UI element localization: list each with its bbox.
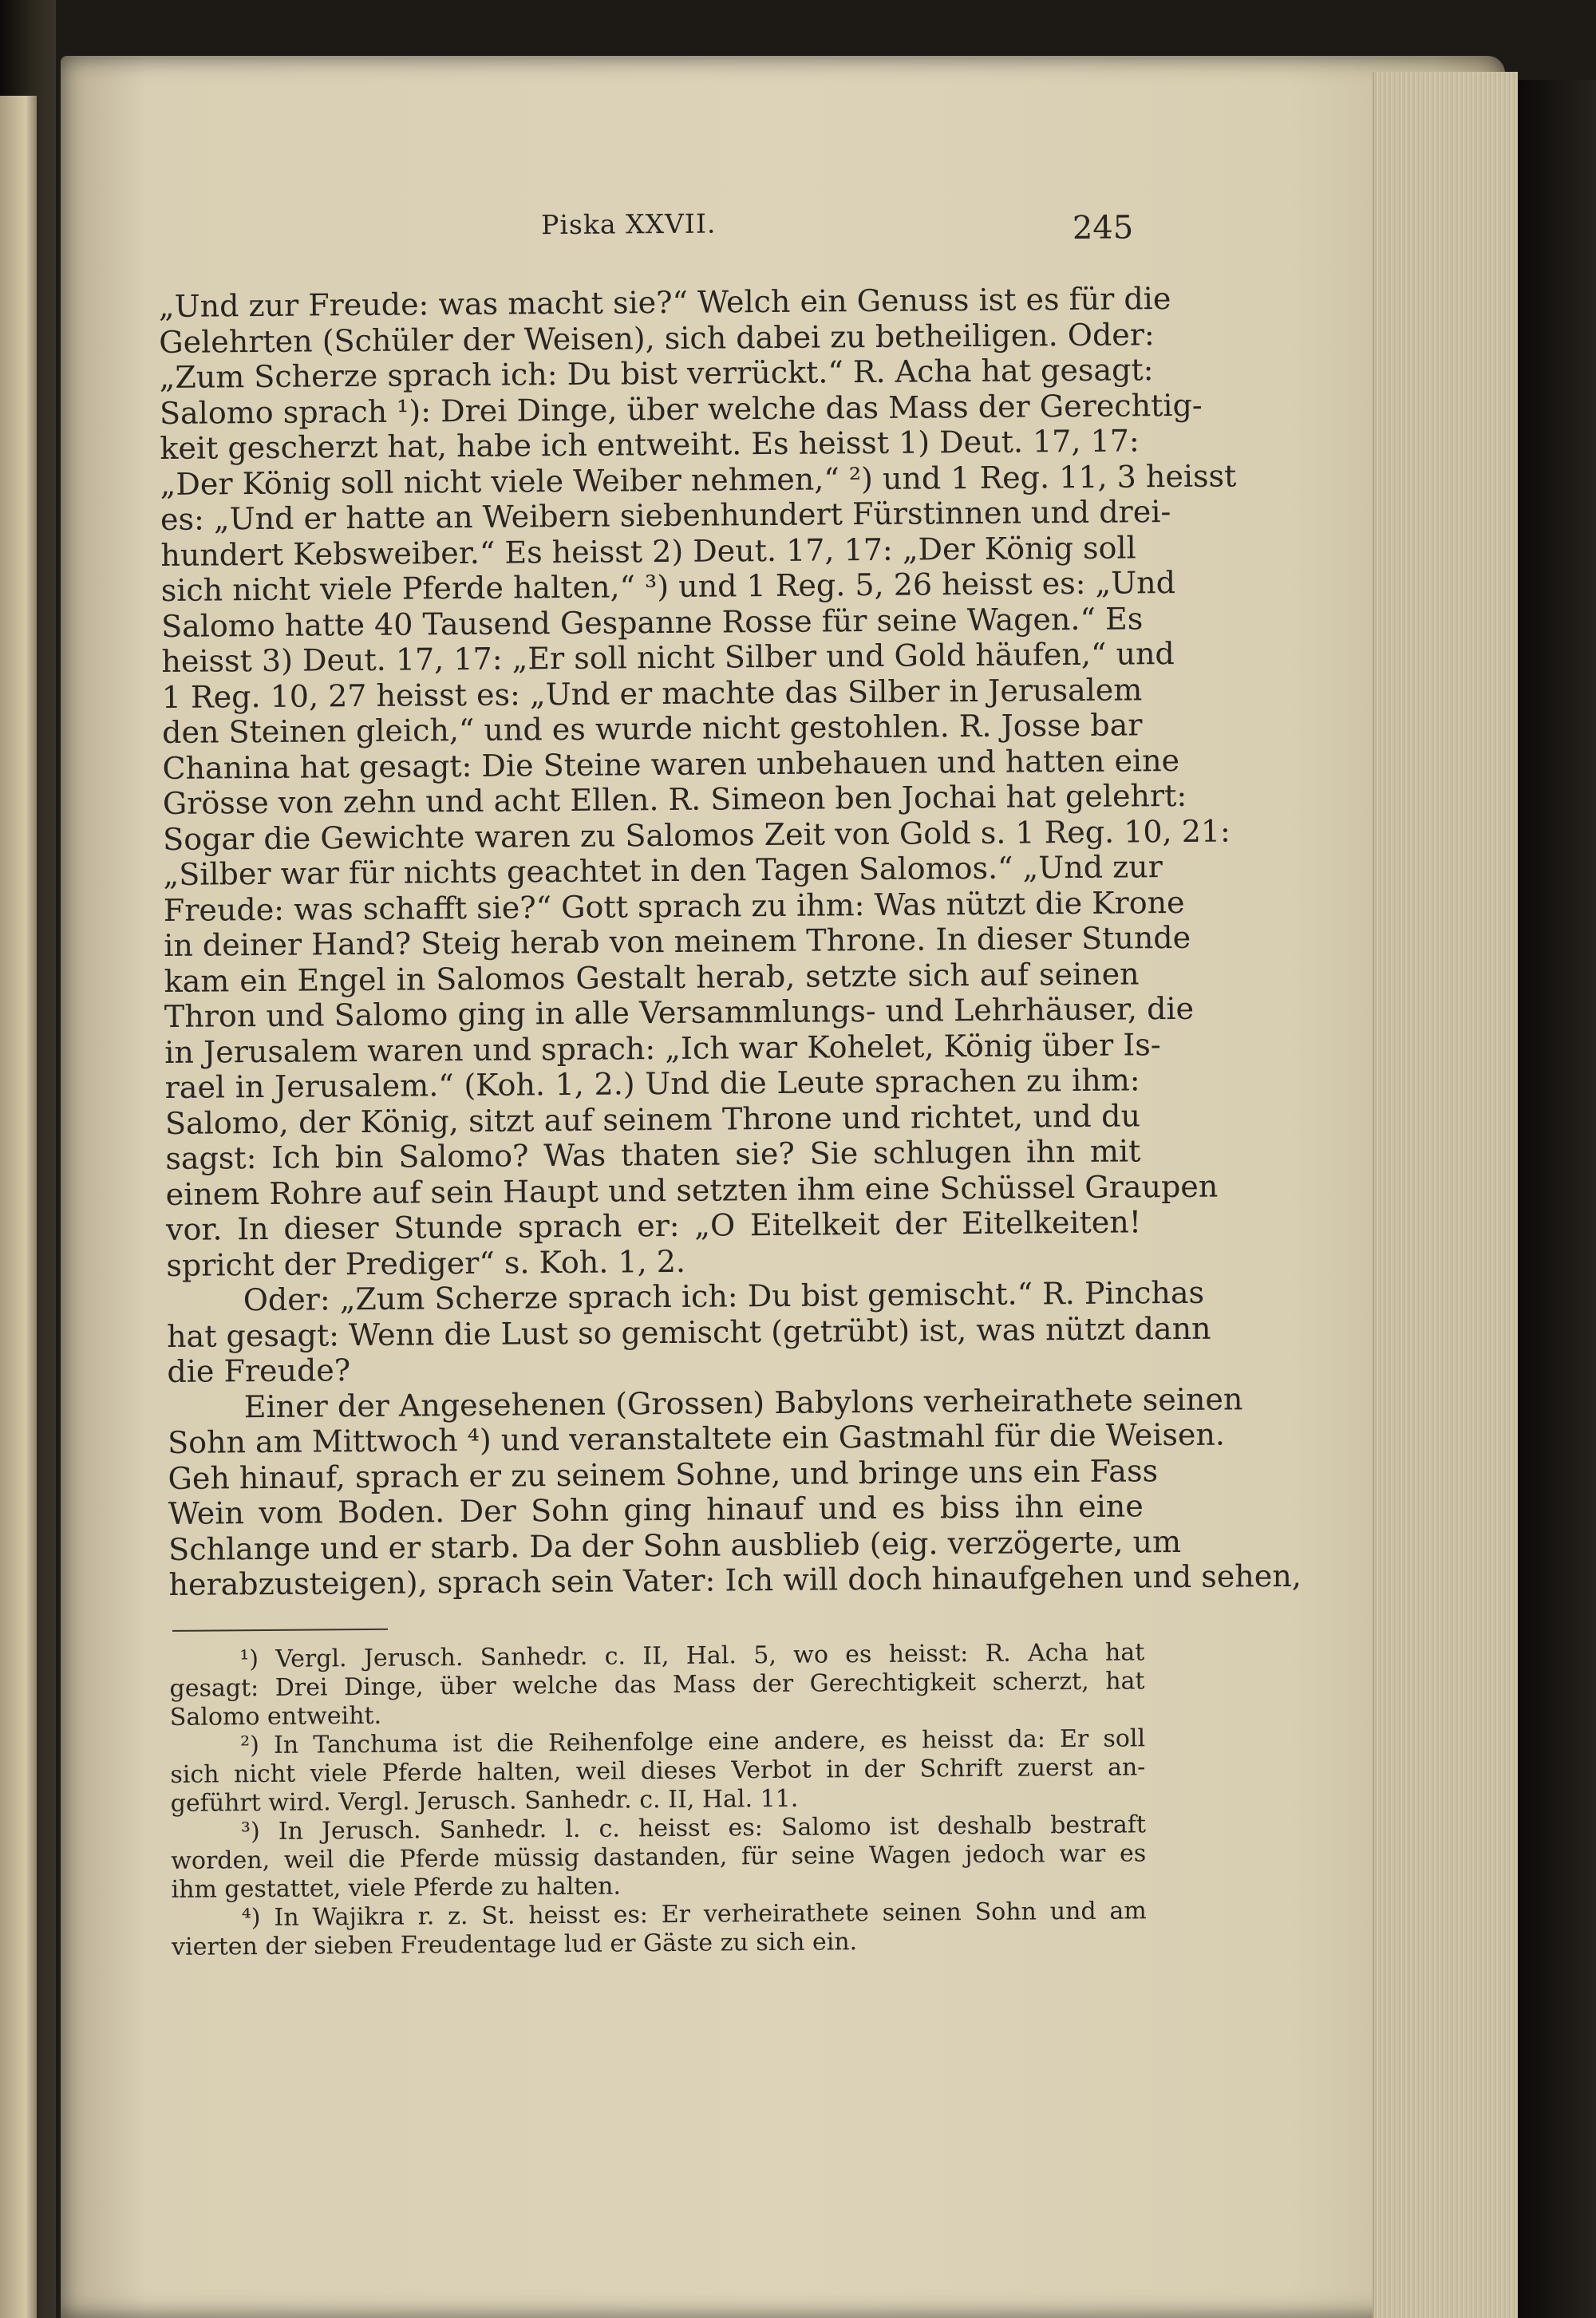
text-line: herabzusteigen), sprach sein Vater: Ich will doch hinaufgehen und sehen, <box>168 1558 1302 1602</box>
text-line: hat gesagt: Wenn die Lust so gemischt (getrübt) ist, was nützt dann <box>166 1310 1211 1354</box>
text-line: Sohn am Mittwoch ⁴) und veranstaltete ein Gastmahl für die Weisen. <box>167 1416 1226 1460</box>
text-line: Freude: was schafft sie?“ Gott sprach zu ihm: Was nützt die Krone <box>163 884 1185 928</box>
footnote-line: vierten der sieben Freudentage lud er Gäste zu sich ein. <box>171 1927 858 1961</box>
text-line: heisst 3) Deut. 17, 17: „Er soll nicht Silber und Gold häufen,“ und <box>161 636 1175 679</box>
text-line: Sogar die Gewichte waren zu Salomos Zeit von Gold s. 1 Reg. 10, 21: <box>163 812 1231 857</box>
text-line: Salomo sprach ¹): Drei Dinge, über welche das Mass der Gerechtig- <box>159 387 1203 431</box>
text-line: Chanina hat gesagt: Die Steine waren unbehauen und hatten eine <box>162 742 1180 786</box>
text-line: in Jerusalem waren und sprach: „Ich war Kohelet, König über Is- <box>164 1026 1161 1070</box>
text-line: kam ein Engel in Salomos Gestalt herab, setzte sich auf seinen <box>164 955 1140 999</box>
text-line: Thron und Salomo ging in alle Versammlungs- und Lehrhäuser, die <box>164 990 1195 1034</box>
body-text <box>158 281 1302 1602</box>
text-line: vor. In dieser Stunde sprach er: „O Eitelkeit der Eitelkeiten! <box>165 1204 1142 1247</box>
footnote-line: geführt wird. Vergl. Jerusch. Sanhedr. c. II, Hal. 11. <box>170 1784 799 1818</box>
text-block <box>158 201 1302 1961</box>
text-line: Gelehrten (Schüler der Weisen), sich dabei zu betheiligen. Oder: <box>159 316 1155 360</box>
footnotes <box>169 1638 1147 1962</box>
page-block-edge <box>1373 72 1518 2318</box>
footnote-line: ²) In Tanchuma ist die Reihenfolge eine andere, es heisst da: Er soll <box>239 1724 1146 1759</box>
text-line: „Silber war für nichts geachtet in den Tagen Salomos.“ „Und zur <box>163 849 1163 892</box>
text-line: keit gescherzt hat, habe ich entweiht. Es heisst 1) Deut. 17, 17: <box>160 423 1140 466</box>
text-line: den Steinen gleich,“ und es wurde nicht gestohlen. R. Josse bar <box>161 707 1143 750</box>
text-line: Schlange und er starb. Da der Sohn ausblieb (eig. verzögerte, um <box>168 1523 1182 1567</box>
text-line: Oder: „Zum Scherze sprach ich: Du bist gemischt.“ R. Pinchas <box>243 1274 1205 1318</box>
footnote-line: ihm gestattet, viele Pferde zu halten. <box>171 1872 622 1904</box>
text-line: spricht der Prediger“ s. Koh. 1, 2. <box>166 1243 686 1283</box>
footnote-line: ³) In Jerusch. Sanhedr. l. c. heisst es: Salomo ist deshalb bestraft <box>240 1810 1147 1846</box>
text-line: „Und zur Freude: was macht sie?“ Welch ein Genuss ist es für die <box>158 281 1171 324</box>
text-line: Geh hinauf, sprach er zu seinem Sohne, und bringe uns ein Fass <box>168 1452 1159 1496</box>
book-cover-edge <box>1516 80 1596 2318</box>
facing-page-edge <box>0 96 37 2318</box>
text-line: rael in Jerusalem.“ (Koh. 1, 2.) Und die Leute sprachen zu ihm: <box>164 1062 1140 1105</box>
footnote-line: ¹) Vergl. Jerusch. Sanhedr. c. II, Hal. 5, wo es heisst: R. Acha hat <box>239 1637 1145 1673</box>
footnote-line: gesagt: Drei Dinge, über welche das Mass der Gerechtigkeit scherzt, hat <box>169 1666 1145 1703</box>
page-number: 245 <box>1072 209 1134 247</box>
footnote-line: sich nicht viele Pferde halten, weil dieses Verbot in der Schrift zuerst an- <box>170 1752 1146 1789</box>
text-line: „Zum Scherze sprach ich: Du bist verrückt.“ R. Acha hat gesagt: <box>159 352 1154 395</box>
text-line: Wein vom Boden. Der Sohn ging hinauf und es biss ihn eine <box>168 1488 1144 1531</box>
footnote-divider <box>172 1628 388 1631</box>
running-head: Piska XXVII. <box>541 207 717 241</box>
text-line: Salomo hatte 40 Tausend Gespanne Rosse für seine Wagen.“ Es <box>160 600 1144 644</box>
text-line: sich nicht viele Pferde halten,“ ³) und 1 Reg. 5, 26 heisst es: „Und <box>160 565 1176 608</box>
text-line: Grösse von zehn und acht Ellen. R. Simeon ben Jochai hat gelehrt: <box>162 777 1187 821</box>
footnote-line: ⁴) In Wajikra r. z. St. heisst es: Er verheirathete seinen Sohn und am <box>241 1896 1147 1932</box>
footnote-line: worden, weil die Pferde müssig dastanden, für seine Wagen jedoch war es <box>171 1838 1147 1875</box>
text-line: einem Rohre auf sein Haupt und setzten ihm eine Schüssel Graupen <box>165 1168 1219 1212</box>
text-line: Einer der Angesehenen (Grossen) Babylons verheirathete seinen <box>243 1380 1243 1424</box>
text-line: 1 Reg. 10, 27 heisst es: „Und er machte das Silber in Jerusalem <box>161 671 1143 715</box>
footnote-line: Salomo entweiht. <box>169 1701 382 1732</box>
text-line: die Freude? <box>167 1352 351 1389</box>
text-line: „Der König soll nicht viele Weiber nehmen,“ ²) und 1 Reg. 11, 3 heisst <box>160 457 1237 502</box>
page-header <box>158 201 1134 265</box>
text-line: in deiner Hand? Steig herab von meinem Throne. In dieser Stunde <box>164 919 1191 963</box>
text-line: sagst: Ich bin Salomo? Was thaten sie? Sie schlugen ihn mit <box>165 1133 1141 1176</box>
text-line: hundert Kebsweiber.“ Es heisst 2) Deut. 17, 17: „Der König soll <box>160 529 1136 573</box>
text-line: es: „Und er hatte an Weibern siebenhundert Fürstinnen und drei- <box>160 494 1171 537</box>
text-line: Salomo, der König, sitzt auf seinem Throne und richtet, und du <box>164 1097 1141 1141</box>
